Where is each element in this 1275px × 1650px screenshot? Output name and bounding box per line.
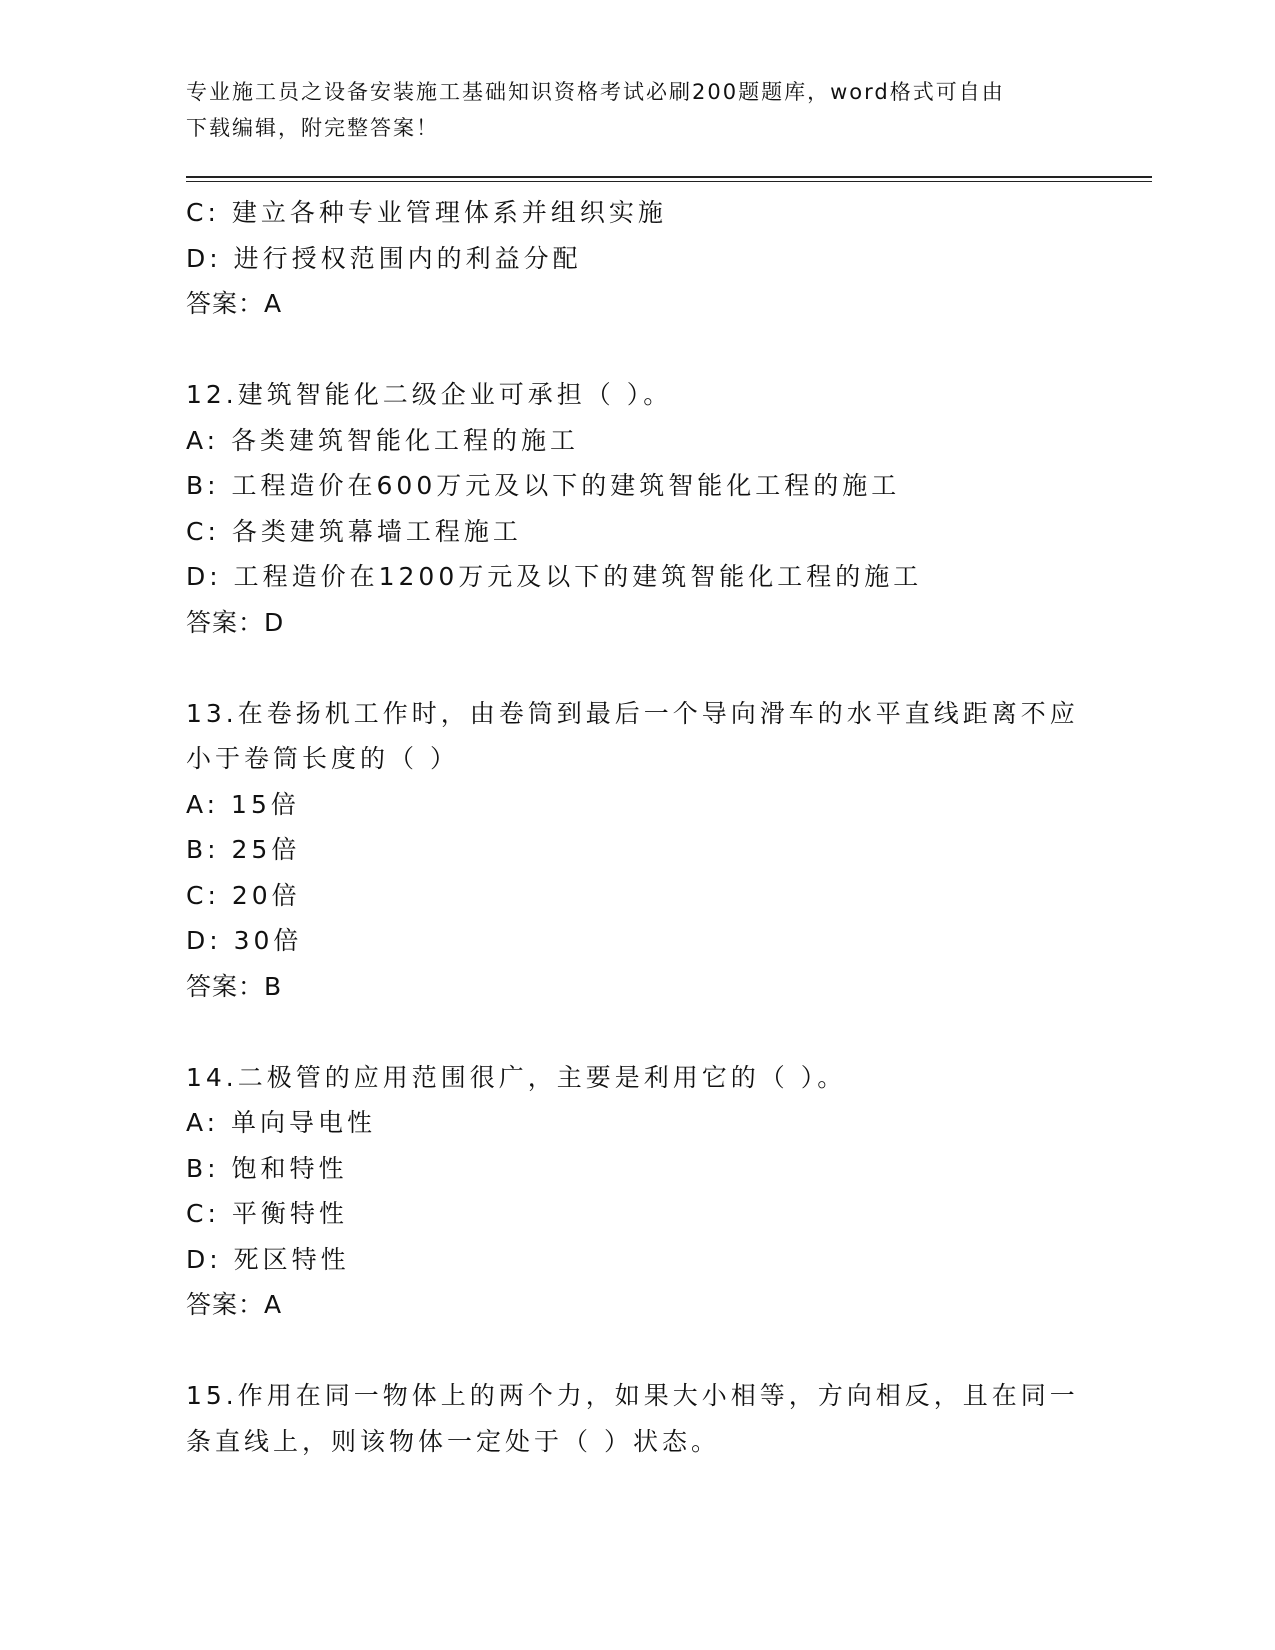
- question-content: [186, 190, 1086, 1464]
- option-a: A: 各类建筑智能化工程的施工: [186, 425, 580, 455]
- question-stem-line-1: 15.作用在同一物体上的两个力，如果大小相等，方向相反，且在同一: [186, 1381, 1079, 1410]
- question-stem: 12.建筑智能化二级企业可承担（ ）。: [186, 380, 673, 409]
- option-c: C: 建立各种专业管理体系并组织实施: [186, 198, 667, 227]
- option-d: D: 工程造价在1200万元及以下的建筑智能化工程的施工: [186, 562, 923, 591]
- question-stem-line-1: 13.在卷扬机工作时，由卷筒到最后一个导向滑车的水平直线距离不应: [186, 698, 1079, 728]
- header-line-1: 专业施工员之设备安装施工基础知识资格考试必刷200题题库，word格式可自由: [186, 80, 1005, 104]
- option-d: D: 30倍: [186, 926, 303, 955]
- question-11-continued: [186, 190, 1086, 327]
- header-line-2: 下载编辑，附完整答案！: [186, 116, 439, 140]
- question-stem-line-2: 条直线上，则该物体一定处于（ ）状态。: [186, 1426, 720, 1456]
- option-b: B: 工程造价在600万元及以下的建筑智能化工程的施工: [186, 471, 901, 500]
- option-b: B: 25倍: [186, 835, 301, 864]
- header-rule-thin: [186, 181, 1152, 182]
- question-13: [186, 691, 1086, 1010]
- option-c: C: 20倍: [186, 880, 301, 910]
- option-a: A: 单向导电性: [186, 1108, 377, 1137]
- option-b: B: 饱和特性: [186, 1153, 348, 1183]
- question-15: [186, 1373, 1086, 1464]
- header-rule-thick: [186, 176, 1152, 178]
- question-stem-line-2: 小于卷筒长度的（ ）: [186, 744, 459, 773]
- option-c: C: 平衡特性: [186, 1199, 348, 1228]
- document-header: [186, 74, 1086, 146]
- spacer: [186, 1009, 1086, 1055]
- option-a: A: 15倍: [186, 789, 300, 819]
- option-c: C: 各类建筑幕墙工程施工: [186, 516, 522, 546]
- question-14: [186, 1055, 1086, 1328]
- answer-line: 答案：B: [186, 971, 283, 1001]
- option-d: D: 死区特性: [186, 1244, 350, 1274]
- spacer: [186, 327, 1086, 373]
- answer-line: 答案：D: [186, 607, 285, 637]
- answer-line: 答案：A: [186, 1290, 283, 1319]
- spacer: [186, 645, 1086, 691]
- option-d: D: 进行授权范围内的利益分配: [186, 243, 582, 273]
- question-stem: 14.二极管的应用范围很广，主要是利用它的（ ）。: [186, 1062, 847, 1092]
- answer-line: 答案：A: [186, 289, 283, 318]
- spacer: [186, 1328, 1086, 1374]
- question-12: [186, 372, 1086, 645]
